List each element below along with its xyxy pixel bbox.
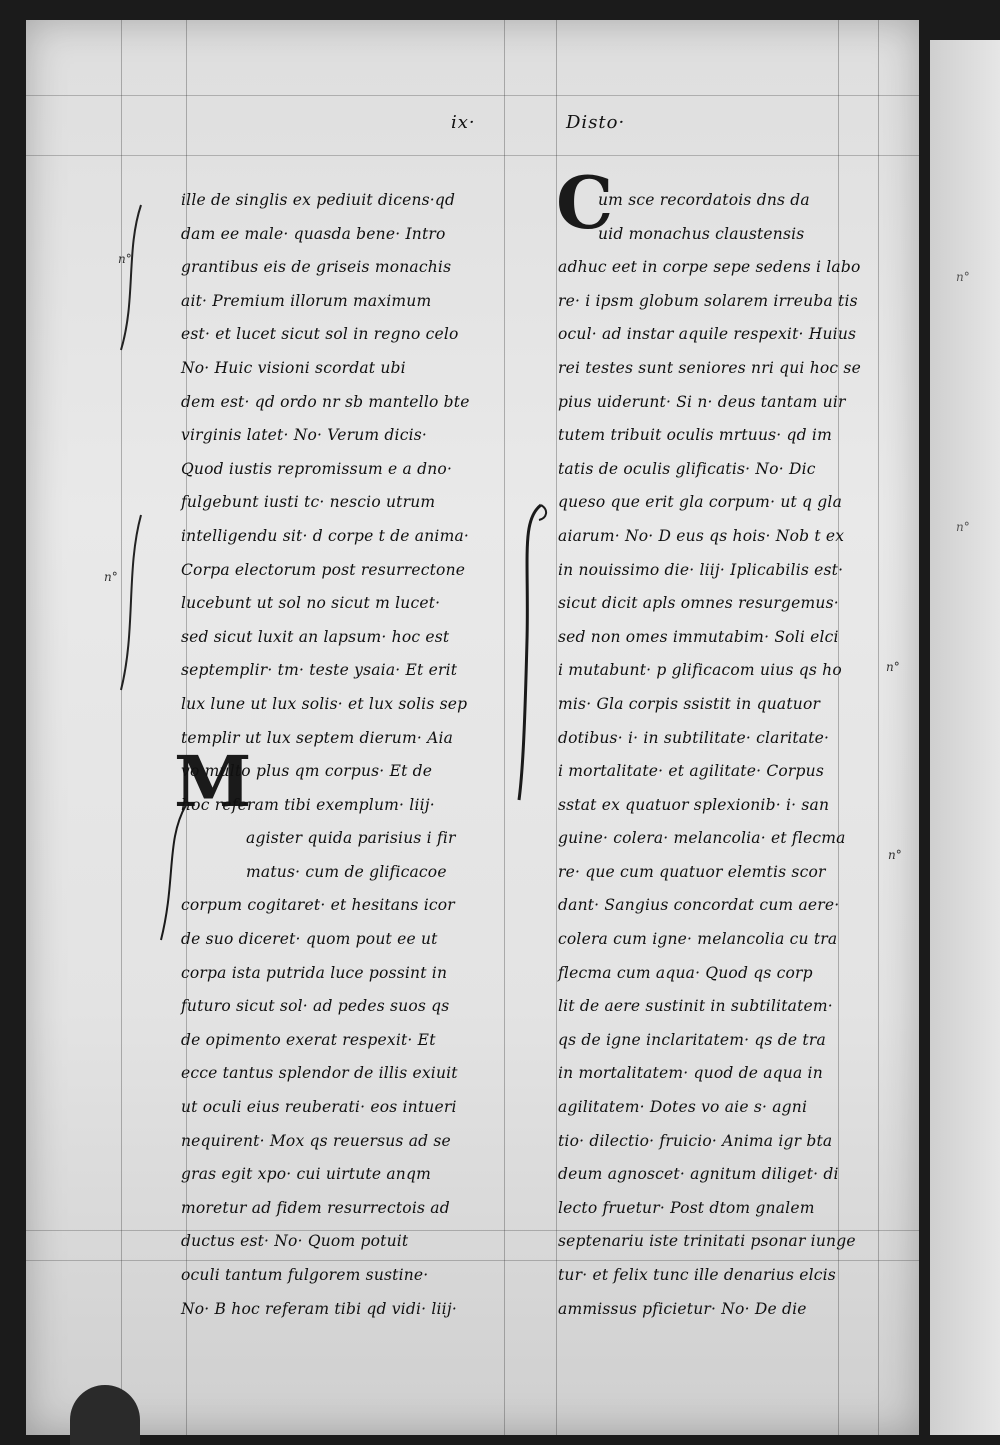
text-line: No· B hoc referam tibi qd vidi· liij· [181, 1299, 457, 1318]
text-line: deum agnoscet· agnitum diliget· di [558, 1165, 839, 1184]
text-line: colera cum igne· melancolia cu tra [558, 930, 838, 949]
text-line: sicut dicit apls omnes resurgemus· [558, 594, 839, 613]
text-line: ait· Premium illorum maximum [181, 291, 432, 310]
text-line: dam ee male· quasda bene· Intro [181, 224, 446, 243]
text-line: ammissus pficietur· No· De die [558, 1299, 807, 1318]
text-line: corpum cogitaret· et hesitans icor [181, 896, 455, 915]
text-line: templir ut lux septem dierum· Aia [181, 728, 454, 747]
text-line: Corpa electorum post resurrectone [181, 560, 466, 579]
text-line: ut oculi eius reuberati· eos intueri [181, 1098, 457, 1117]
manuscript-page [26, 20, 970, 1435]
text-line: moretur ad fidem resurrectois ad [181, 1198, 450, 1217]
text-line: de suo diceret· quom pout ee ut [181, 930, 438, 949]
text-line: de opimento exerat respexit· Et [181, 1030, 436, 1049]
margin-note: n° [104, 570, 118, 584]
text-line: grantibus eis de griseis monachis [181, 258, 452, 277]
initial-c: C [556, 160, 614, 245]
text-line: tio· dilectio· fruicio· Anima igr bta [558, 1131, 833, 1150]
text-line: re· que cum quatuor elemtis scor [558, 862, 826, 881]
text-line: nequirent· Mox qs reuersus ad se [181, 1131, 451, 1150]
text-line: sstat ex quatuor splexionib· i· san [558, 795, 830, 814]
text-line: re· i ipsm globum solarem irreuba tis [558, 291, 858, 310]
text-line: ocul· ad instar aquile respexit· Huius [558, 325, 857, 344]
ruling-horizontal [26, 95, 919, 96]
running-head-left: ix· [451, 112, 476, 133]
text-line: rei testes sunt seniores nri qui hoc se [558, 358, 861, 377]
ruling-horizontal [26, 155, 919, 156]
text-line: aiarum· No· D eus qs hois· Nob t ex [558, 526, 845, 545]
running-head-right: Disto· [566, 112, 626, 133]
text-line: sed sicut luxit an lapsum· hoc est [181, 627, 450, 646]
margin-flourish [111, 200, 151, 360]
text-line: fulgebunt iusti tc· nescio utrum [181, 493, 436, 512]
text-line: guine· colera· melancolia· et flecma [558, 829, 846, 848]
text-line: virginis latet· No· Verum dicis· [181, 426, 428, 445]
text-line: ductus est· No· Quom potuit [181, 1232, 409, 1251]
margin-flourish [111, 510, 151, 700]
text-line: No· Huic visioni scordat ubi [181, 358, 406, 377]
margin-note: n° [888, 848, 902, 862]
ruling-vertical [504, 20, 505, 1435]
text-line: vo multo plus qm corpus· Et de [181, 762, 433, 781]
text-line: in nouissimo die· liij· Iplicabilis est· [558, 560, 844, 579]
text-line: i mutabunt· p glificacom uius qs ho [558, 661, 842, 680]
text-line: intelligendu sit· d corpe t de anima· [181, 526, 470, 545]
text-line: sed non omes immutabim· Soli elci [558, 627, 839, 646]
long-initial-flourish [511, 500, 551, 810]
text-line: lucebunt ut sol no sicut m lucet· [181, 594, 441, 613]
text-line: corpa ista putrida luce possint in [181, 963, 448, 982]
text-line: queso que erit gla corpum· ut q gla [558, 493, 843, 512]
text-line: futuro sicut sol· ad pedes suos qs [181, 997, 450, 1016]
text-line: Quod iustis repromissum e a dno· [181, 459, 453, 478]
margin-note: n° [118, 252, 132, 266]
text-line: agilitatem· Dotes vo aie s· agni [558, 1098, 808, 1117]
text-line: oculi tantum fulgorem sustine· [181, 1266, 429, 1284]
margin-note: n° [956, 270, 970, 284]
text-line: um sce recordatois dns da [598, 191, 810, 209]
text-line: matus· cum de glificacoe [246, 862, 447, 881]
text-line: tatis de oculis glificatis· No· Dic [558, 459, 816, 478]
text-line: lit de aere sustinit in subtilitatem· [558, 997, 833, 1016]
text-line: septenariu iste trinitati psonar iunge [558, 1232, 856, 1251]
text-line: in mortalitatem· quod de aqua in [558, 1064, 823, 1083]
left-text-column [181, 184, 501, 1326]
ruling-vertical [878, 20, 879, 1435]
text-line: adhuc eet in corpe sepe sedens i labo [558, 258, 861, 277]
text-line: pius uiderunt· Si n· deus tantam uir [558, 392, 846, 411]
initial-m: M [174, 740, 252, 823]
text-line: septemplir· tm· teste ysaia· Et erit [181, 661, 458, 680]
text-line: dotibus· i· in subtilitate· claritate· [558, 728, 830, 747]
adjacent-page-edge [930, 40, 1000, 1435]
text-line: tutem tribuit oculis mrtuus· qd im [558, 426, 832, 445]
text-line: est· et lucet sicut sol in regno celo [181, 325, 459, 344]
text-line: lecto fruetur· Post dtom gnalem [558, 1198, 815, 1217]
text-line: flecma cum aqua· Quod qs corp [558, 963, 813, 982]
text-line: i mortalitate· et agilitate· Corpus [558, 762, 824, 781]
text-line: mis· Gla corpis ssistit in quatuor [558, 694, 821, 713]
text-line: gras egit xpo· cui uirtute anqm [181, 1165, 431, 1184]
text-line: uid monachus claustensis [598, 224, 805, 243]
right-text-column [558, 184, 861, 1326]
text-line: ille de singlis ex pediuit dicens·qd [181, 191, 456, 209]
text-line: qs de igne inclaritatem· qs de tra [558, 1030, 826, 1049]
text-line: ecce tantus splendor de illis exiuit [181, 1064, 458, 1083]
text-line: agister quida parisius i fir [246, 829, 456, 848]
text-line: dant· Sangius concordat cum aere· [558, 896, 840, 915]
text-line: hoc referam tibi exemplum· liij· [181, 795, 435, 814]
text-line: tur· et felix tunc ille denarius elcis [558, 1266, 836, 1284]
margin-note: n° [886, 660, 900, 674]
text-line: dem est· qd ordo nr sb mantello bte [181, 392, 470, 411]
text-line: lux lune ut lux solis· et lux solis sep [181, 694, 468, 713]
margin-note: n° [956, 520, 970, 534]
